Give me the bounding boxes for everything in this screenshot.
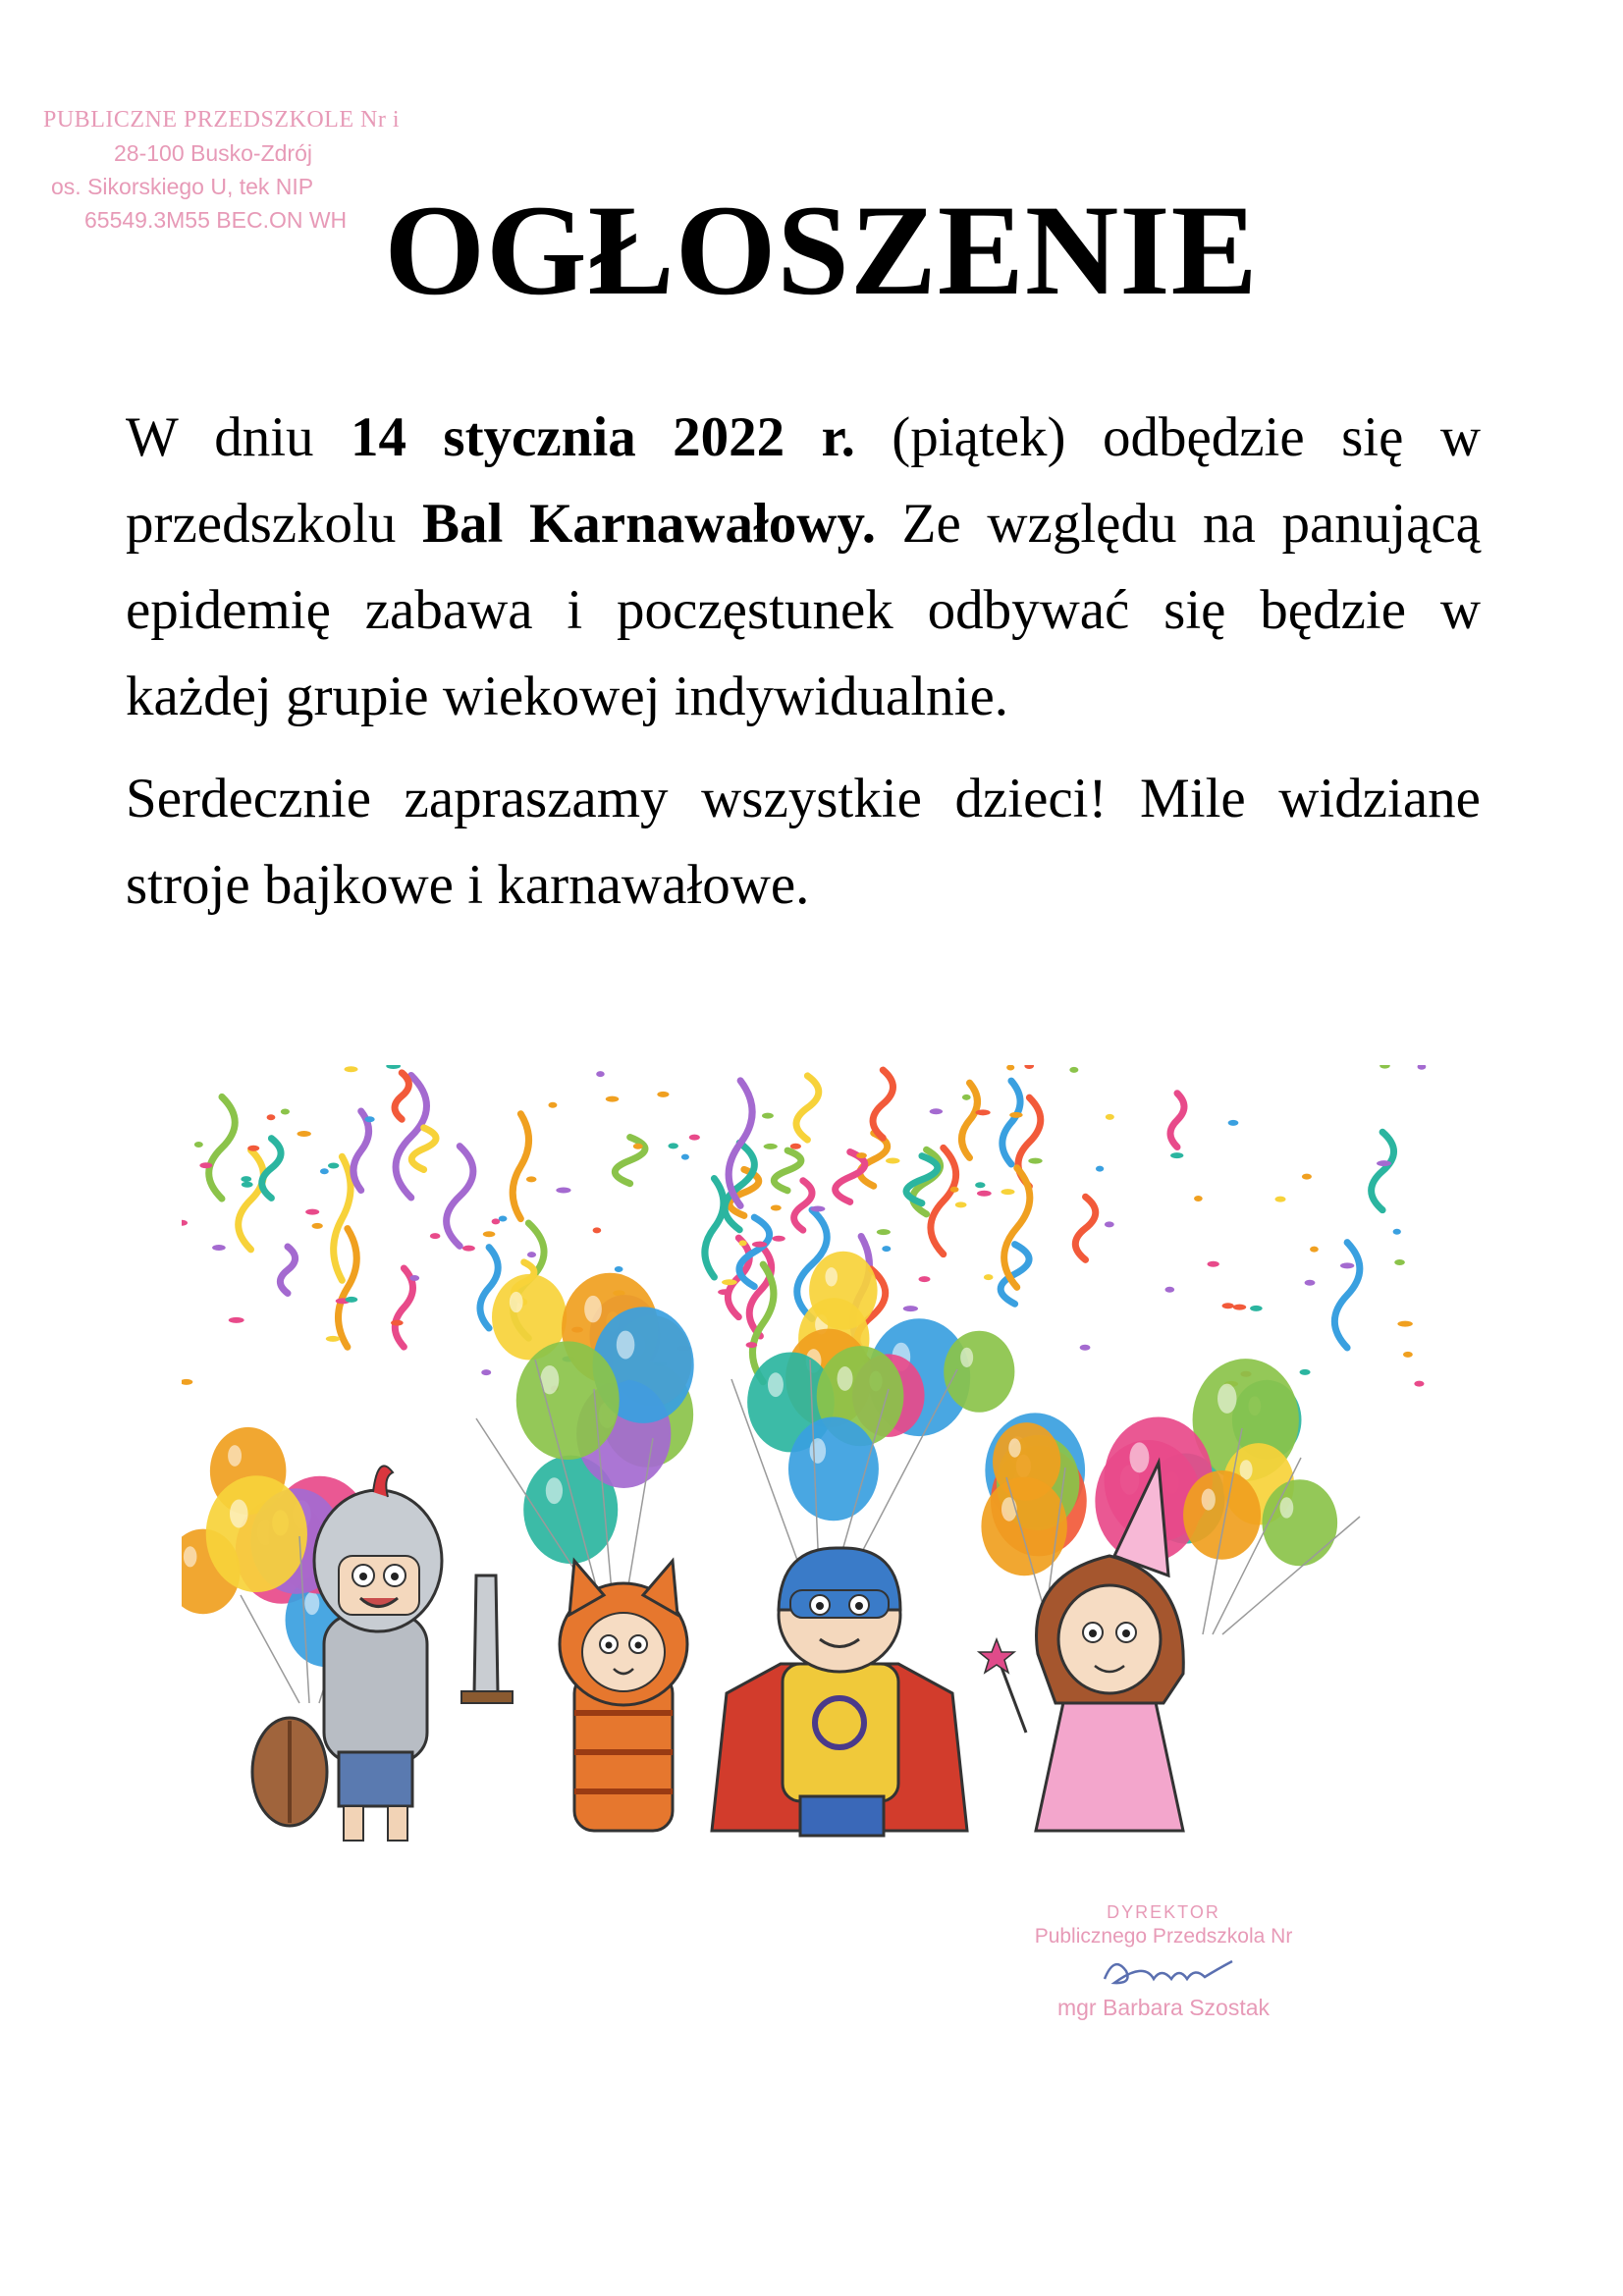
confetti-dot xyxy=(328,1163,339,1169)
balloon-shine xyxy=(617,1331,635,1360)
confetti-dot xyxy=(903,1306,918,1311)
balloon xyxy=(809,1252,877,1330)
confetti-dot xyxy=(764,1144,778,1149)
stamp-line-2: 28-100 Busko-Zdrój xyxy=(114,140,312,166)
confetti-dot xyxy=(312,1223,323,1229)
balloon-shine xyxy=(960,1348,973,1367)
confetti-dot xyxy=(739,1240,747,1246)
balloon-shine xyxy=(304,1592,319,1615)
confetti-dot xyxy=(242,1182,253,1188)
streamer xyxy=(334,1156,351,1280)
confetti-dot xyxy=(182,1220,188,1226)
confetti-dot xyxy=(1403,1352,1413,1358)
superhero-child xyxy=(712,1548,967,1836)
confetti-dot xyxy=(1310,1247,1319,1253)
event-date: 14 stycznia 2022 r. xyxy=(350,406,855,468)
confetti-dot xyxy=(345,1066,358,1072)
confetti-dot xyxy=(1096,1166,1104,1172)
text-intro: W dniu xyxy=(126,406,351,468)
confetti-dot xyxy=(364,1116,374,1122)
confetti-dot xyxy=(606,1096,619,1102)
confetti-dot xyxy=(962,1095,971,1100)
confetti-dot xyxy=(977,1191,992,1197)
confetti-dot xyxy=(810,1206,825,1212)
balloon-shine xyxy=(1008,1438,1020,1457)
confetti-dot xyxy=(548,1102,557,1108)
confetti-dot xyxy=(1340,1262,1354,1268)
confetti-dot xyxy=(430,1233,441,1239)
streamer xyxy=(774,1150,801,1191)
confetti-dot xyxy=(492,1218,501,1224)
streamer xyxy=(962,1083,978,1157)
confetti-dot xyxy=(281,1108,290,1114)
confetti-dot xyxy=(297,1131,310,1137)
streamer xyxy=(794,1181,812,1230)
balloon xyxy=(1183,1470,1261,1560)
confetti-dot xyxy=(1377,1160,1391,1166)
balloon xyxy=(1262,1479,1337,1566)
confetti-dot xyxy=(1414,1381,1424,1387)
confetti-dot xyxy=(722,1279,737,1285)
confetti-dot xyxy=(950,1187,959,1193)
confetti-dot xyxy=(1006,1065,1014,1071)
confetti-dot xyxy=(1302,1174,1312,1180)
confetti-dot xyxy=(668,1143,677,1148)
balloon xyxy=(944,1331,1014,1413)
confetti-dot xyxy=(1228,1120,1239,1126)
confetti-dot xyxy=(657,1092,669,1097)
confetti-dot xyxy=(975,1109,990,1115)
confetti-dot xyxy=(194,1142,203,1148)
confetti-dot xyxy=(882,1246,891,1252)
confetti-dot xyxy=(771,1204,782,1210)
confetti-dot xyxy=(877,1229,891,1235)
streamer xyxy=(513,1114,528,1219)
streamer xyxy=(209,1096,236,1199)
balloon-shine xyxy=(1279,1497,1293,1518)
director-signature-stamp xyxy=(1001,1900,1325,2022)
balloon-shine xyxy=(228,1445,242,1467)
confetti-dot xyxy=(886,1157,899,1163)
streamer xyxy=(395,1268,412,1347)
announcement-paragraph xyxy=(126,395,1481,740)
balloon-shine xyxy=(546,1477,563,1504)
confetti-dot xyxy=(919,1276,931,1282)
confetti-dot xyxy=(1001,1189,1014,1195)
confetti-dot xyxy=(462,1246,475,1252)
balloon-shine xyxy=(1217,1384,1236,1414)
signature-institution: Publicznego Przedszkola Nr xyxy=(1034,1925,1293,1948)
confetti-dot xyxy=(681,1154,689,1160)
confetti-dot xyxy=(718,1289,731,1295)
balloon xyxy=(981,1477,1066,1576)
confetti-dot xyxy=(212,1245,226,1251)
confetti-dot xyxy=(772,1236,784,1242)
streamer xyxy=(447,1147,473,1247)
confetti-dot xyxy=(1300,1369,1311,1375)
confetti-dot xyxy=(615,1266,623,1272)
confetti-dot xyxy=(1418,1065,1427,1070)
confetti-dot xyxy=(633,1144,643,1149)
streamer xyxy=(239,1150,264,1250)
balloon-shine xyxy=(838,1366,853,1391)
cat-child xyxy=(560,1561,687,1831)
confetti-dot xyxy=(320,1168,329,1174)
confetti-dot xyxy=(790,1144,801,1149)
confetti-dot xyxy=(1250,1306,1263,1311)
confetti-dot xyxy=(762,1113,774,1119)
confetti-dot xyxy=(305,1209,319,1215)
confetti-dot xyxy=(1393,1229,1401,1235)
page-title: OGŁOSZENIE xyxy=(384,178,1259,322)
streamer xyxy=(1170,1094,1184,1148)
balloon xyxy=(206,1475,307,1592)
confetti-dot xyxy=(391,1320,404,1326)
streamer xyxy=(705,1179,724,1277)
signature-name: mgr Barbara Szostak xyxy=(1056,1995,1271,2020)
confetti-dot xyxy=(1164,1287,1174,1293)
text-middle: (piątek) odbędzie się w przedszkolu xyxy=(126,406,1482,555)
balloon-shine xyxy=(184,1546,197,1567)
streamer xyxy=(1002,1081,1020,1164)
streamer xyxy=(1075,1197,1095,1259)
confetti-dot xyxy=(386,1065,401,1069)
confetti-dot xyxy=(1028,1158,1042,1164)
text-end: Ze względu na panującą epidemię zabawa i poczęstunek odbywać się będzie w każdej grupie wiekowej indywidualnie. xyxy=(126,493,1481,727)
streamer xyxy=(873,1070,893,1138)
confetti-dot xyxy=(1080,1345,1091,1351)
balloon-shine xyxy=(230,1500,248,1528)
confetti-dot xyxy=(955,1201,967,1207)
confetti-dot xyxy=(1222,1303,1234,1308)
confetti-dot xyxy=(326,1336,340,1342)
confetti-dot xyxy=(409,1275,419,1281)
confetti-dot xyxy=(1009,1112,1022,1118)
handwritten-signature xyxy=(1085,1949,1242,1993)
streamer xyxy=(1372,1132,1394,1209)
confetti-dot xyxy=(481,1369,491,1375)
confetti-dot xyxy=(241,1176,251,1182)
invitation-paragraph: Serdecznie zapraszamy wszystkie dzieci! Mile widziane stroje bajkowe i karnawałowe. xyxy=(126,768,1481,916)
streamer xyxy=(395,1073,408,1119)
confetti-dot xyxy=(247,1146,259,1151)
streamer xyxy=(339,1229,357,1348)
balloon-shine xyxy=(768,1372,784,1397)
carnival-illustration xyxy=(182,1065,1448,1899)
confetti-dot xyxy=(856,1152,867,1158)
balloon-shine xyxy=(1202,1489,1216,1511)
confetti-dot xyxy=(526,1176,537,1182)
stamp-line-3: os. Sikorskiego U, tek NIP xyxy=(51,174,314,199)
stamp-line-4: 65549.3M55 BEC.ON WH xyxy=(84,207,348,233)
balloon xyxy=(516,1341,620,1460)
confetti-dot xyxy=(182,1379,192,1385)
confetti-dot xyxy=(689,1135,700,1141)
streamer xyxy=(1334,1243,1360,1348)
confetti-dot xyxy=(1105,1221,1114,1227)
confetti-dot xyxy=(1233,1305,1246,1310)
confetti-dot xyxy=(1380,1065,1390,1069)
confetti-dot xyxy=(596,1071,604,1077)
confetti-dot xyxy=(483,1231,496,1237)
confetti-dot xyxy=(499,1215,508,1221)
confetti-dot xyxy=(746,1342,758,1348)
confetti-dot xyxy=(527,1252,536,1257)
event-name: Bal Karnawałowy. xyxy=(422,493,877,555)
confetti-dot xyxy=(1170,1152,1183,1158)
signature-role: DYREKTOR xyxy=(1107,1902,1220,1922)
confetti-dot xyxy=(1274,1197,1285,1202)
balloon-shine xyxy=(1001,1497,1017,1521)
confetti-dot xyxy=(593,1227,602,1233)
stamp-line-1: PUBLICZNE PRZEDSZKOLE Nr i xyxy=(43,107,400,133)
confetti-dot xyxy=(346,1297,358,1303)
confetti-dot xyxy=(1194,1196,1203,1201)
balloon-shine xyxy=(825,1267,838,1286)
streamer xyxy=(796,1076,819,1140)
confetti-dot xyxy=(229,1317,244,1323)
balloon-shine xyxy=(1129,1442,1149,1472)
confetti-dot xyxy=(199,1162,212,1168)
confetti-dot xyxy=(1106,1114,1114,1120)
confetti-dot xyxy=(1024,1065,1034,1069)
confetti-dot xyxy=(1208,1261,1219,1267)
confetti-dot xyxy=(1305,1280,1316,1286)
confetti-dot xyxy=(984,1274,994,1280)
streamer xyxy=(353,1111,369,1191)
balloon-shine xyxy=(584,1296,602,1323)
confetti-dot xyxy=(267,1114,276,1120)
confetti-dot xyxy=(930,1108,943,1114)
balloon-shine xyxy=(810,1438,827,1464)
streamer xyxy=(280,1247,295,1293)
confetti-dot xyxy=(1069,1067,1078,1073)
confetti-dot xyxy=(975,1182,985,1188)
confetti-dot xyxy=(1397,1321,1412,1327)
balloon-shine xyxy=(510,1292,523,1312)
confetti-dot xyxy=(752,1242,767,1248)
confetti-dot xyxy=(556,1187,570,1193)
confetti-dot xyxy=(1394,1259,1405,1265)
